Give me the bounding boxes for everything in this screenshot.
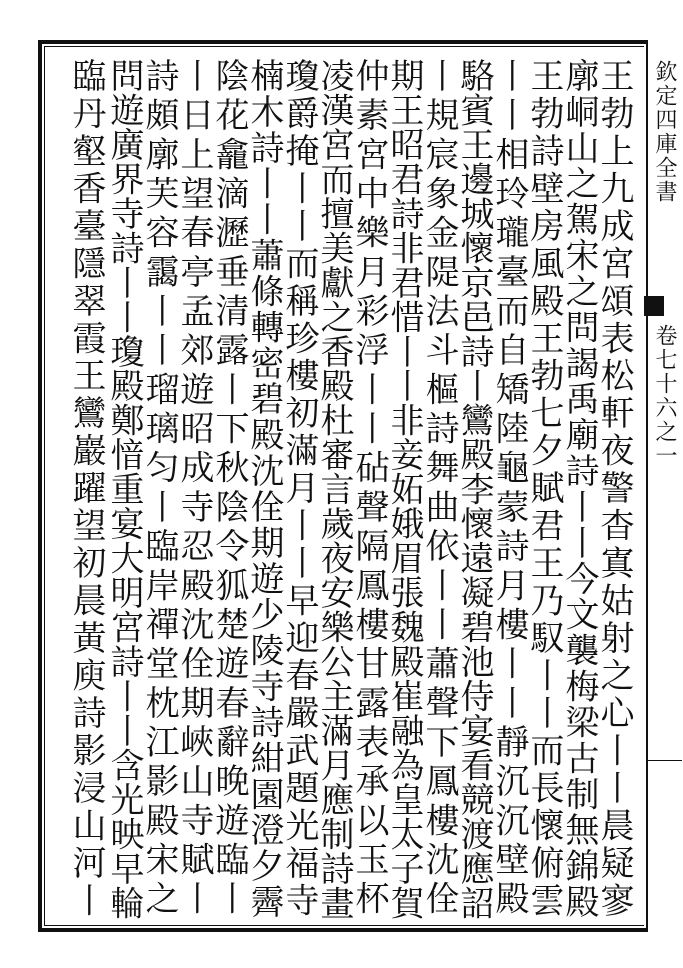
text-column-12: 陰花龕滴瀝垂清露丨下秋陰令狐楚遊春辭晚遊臨丨	[209, 58, 249, 920]
text-column-10: 瓊爵掩丨丨而稱珍樓初滿月丨丨早迎春嚴武題光福寺	[279, 58, 319, 920]
text-column-4: 丨丨相玲瓏臺而自矯陸龜蒙詩月樓丨丨靜沉沉壁殿	[489, 58, 529, 920]
text-column-14: 詩頗廓芙容靄丨丨瑠璃匀丨臨岸禪堂枕江影殿宋之	[139, 58, 179, 920]
margin-rule	[648, 760, 682, 761]
text-column-1: 王勃上九成宮頌表松軒夜警杳寘姑射之心丨丨晨疑寥	[594, 58, 634, 920]
margin-volume-number: 卷七十六之一	[652, 324, 677, 468]
text-column-3: 王勃詩壁房風殿王勃七夕賦君王乃馭丨丨而長懷俯雲	[524, 58, 564, 920]
text-column-9: 凌漢宮而擅美獻之香殿杜審言歲夜安樂公主滿月應制詩畫	[314, 58, 354, 920]
text-column-8: 仲素宮中樂月彩浮丨丨砧聲隔鳳樓甘露表承以玉杯	[349, 58, 389, 920]
text-column-6: 丨規宸象金隄法斗樞詩舞曲依丨丨蕭聲下鳳樓沈佺	[419, 58, 459, 920]
text-column-15: 問遊廣界寺詩丨丨瓊殿鄭愔重宴大明宮詩丨丨含光映早輪	[104, 58, 144, 920]
text-column-13: 丨日上望春亭孟郊遊昭成寺忍殿沈佺期峽山寺賦丨	[174, 58, 214, 920]
text-column-11: 楠木詩丨丨蕭條轉密碧殿沈佺期遊少陵寺詩紺園澄夕霽	[244, 58, 284, 920]
margin-book-title: 欽定四庫全書	[652, 60, 677, 204]
text-column-2: 廓峒山之駕宋之問謁禹廟詩丨丨今文襲梅梁古制無錦殿	[559, 58, 599, 920]
side-margin-label	[648, 60, 680, 640]
text-column-16: 臨丹壑香臺隱翠霞王鸞巖躍望初晨黃庾詩影浸山河丨	[66, 58, 106, 920]
text-column-7: 期王昭君詩非君惜丨丨非妾妬娥眉張魏殿崔融為皇太子賀	[384, 58, 424, 920]
text-column-5: 駱賓王邊城懷京邑詩丨鸞殿李懷遠凝碧池侍宴看競渡應詔	[454, 58, 494, 920]
